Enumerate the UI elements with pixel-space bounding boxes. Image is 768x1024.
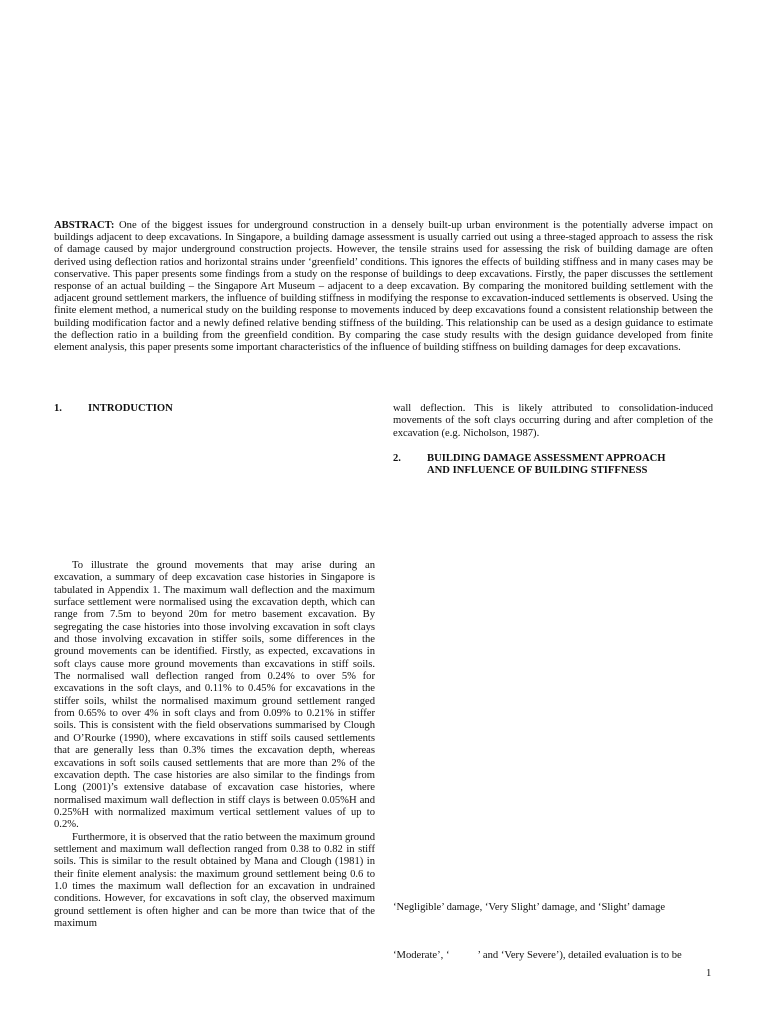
abstract <box>54 220 713 354</box>
section-2-number: 2. <box>393 453 401 464</box>
intro-paragraph-2: Furthermore, it is observed that the ratio between the maximum ground settlement and maximum wall deflection ranged from 0.38 to 0.82 in stiff soils. This is similar to the result obtained by Mana and Clough (1981) in their finite element analysis: the maximum ground settlement being 0.6 to 1.0 times the maximum wall deflection for an excavation in undrained conditions. However, for excavations in soft clay, the observed maximum ground settlement is often higher and can be more than twice that of the maximum <box>54 831 375 929</box>
right-column-continuation: wall deflection. This is likely attributed to consolidation-induced movements of the soft clays occurring during and after completion of the excavation (e.g. Nicholson, 1987). <box>393 403 713 439</box>
section-1-title: INTRODUCTION <box>88 403 173 414</box>
page-number: 1 <box>706 968 712 979</box>
section-2-heading <box>393 453 666 478</box>
abstract-text: One of the biggest issues for underground construction in a densely built-up urban environment is the potentially adverse impact on buildings adjacent to deep excavations. In Singapore, a building damage assessment is usually carried out using a three-staged approach to assess the risk of damage caused by major underground construction projects. However, the tensile strains used for assessing the risk of building damage are often derived using deflection ratios and horizontal strains under ‘greenfield’ conditions. This ignores the effects of building stiffness and in many cases may be conservative. This paper presents some findings from a study on the response of buildings to deep excavations. Firstly, the paper discusses the settlement response of an actual building – the Singapore Art Museum – adjacent to a deep excavation. By comparing the monitored building settlement with the adjacent ground settlement markers, the influence of building stiffness in modifying the response to excavation-induced settlements is observed. Using the finite element method, a numerical study on the building response to movements induced by deep excavations found a consistent relationship between the building modification factor and a newly defined relative bending stiffness of the building. This relationship can be used as a design guidance to estimate the deflection ratio in a building from the greenfield condition. By comparing the case study results with the design guidance developed from finite element analysis, this paper presents some important characteristics of the influence of building stiffness on building damages for deep excavations. <box>54 220 713 354</box>
abstract-label: ABSTRACT: <box>54 220 115 231</box>
section-2-title-line-2: AND INFLUENCE OF BUILDING STIFFNESS <box>427 465 648 477</box>
damage-category-line: ‘Negligible’ damage, ‘Very Slight’ damage, and ‘Slight’ damage <box>393 902 666 913</box>
moderate-damage-line <box>393 950 713 962</box>
moderate-line-part-b: ’ and ‘Very Severe’), detailed evaluation is to be <box>477 950 682 961</box>
intro-paragraph-1: To illustrate the ground movements that may arise during an excavation, a summary of deep excavation case histories in Singapore is tabulated in Appendix 1. The maximum wall deflection and the maximum surface settlement were normalised using the excavation depth, which can range from 7.5m to beyond 20m for metro basement excavation. By segregating the case histories into those involving excavation in soft clays and those involving excavation in stiffer soils, some differences in the ground movements can be identified. Firstly, as expected, excavations in soft clays cause more ground movements than excavations in stiff soils. The normalised wall deflection ranged from 0.24% to over 5% for excavations in the soft clays, and 0.11% to 0.45% for excavations in the stiffer soils, whilst the normalised maximum ground settlement ranged from 0.65% to over 4% in soft clays and from 0.09% to 0.21% in stiffer soils. This is consistent with the field observations summarised by Clough and O’Rourke (1990), where excavations in stiff soils caused settlements that are generally less than 0.3% times the excavation depth, whereas excavations in soft soils caused settlements that are more than 2% of the excavation depth. The case histories are also similar to the findings from Long (2001)’s extensive database of excavation case histories, where normalised maximum wall deflection in stiff clays is between 0.05%H and 0.25%H with normalized maximum vertical settlement values of up to 0.2%. <box>54 560 375 831</box>
section-1-heading <box>54 403 173 415</box>
section-1-number: 1. <box>54 403 62 414</box>
section-2-title-line-1: BUILDING DAMAGE ASSESSMENT APPROACH <box>427 453 666 464</box>
moderate-line-part-a: ‘Moderate’, ‘ <box>393 950 450 961</box>
left-column-body <box>54 560 375 930</box>
